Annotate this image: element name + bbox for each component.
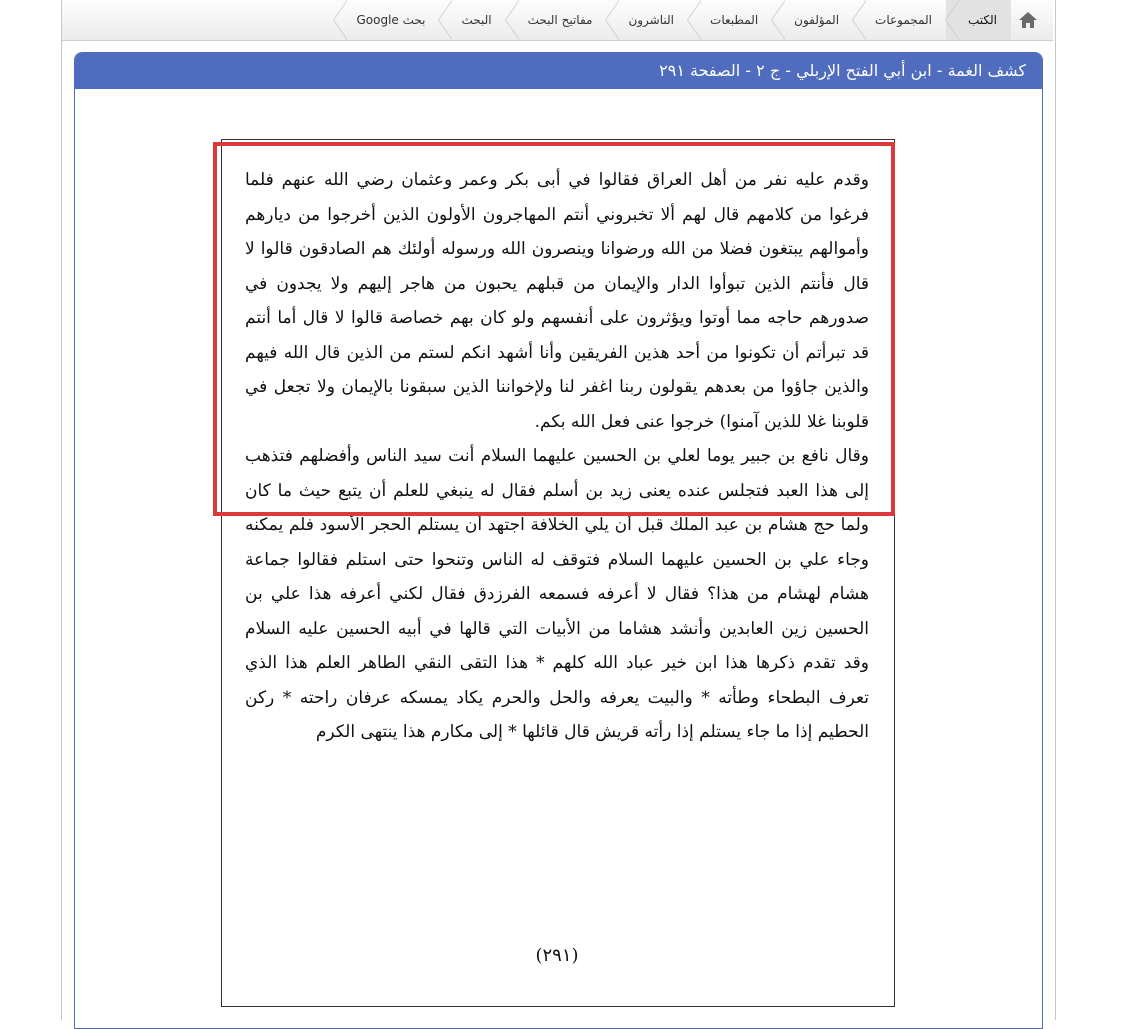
paragraph-2: وقال نافع بن جبير يوما لعلي بن الحسين عليهما السلام أنت سيد الناس وأفضلهم فتذهب إلى هذا العبد فتجلس عنده يعنى زيد بن أسلم فقال له ينبغي للعلم أن يتبع حيث ما كان ولما حج هشام بن عبد الملك قبل أن يلي الخلافة اجتهد أن يستلم الحجر الأسود فلم يمكنه وجاء علي بن الحسين عليهما السلام فتوقف له الناس وتنحوا حتى استلم فقالوا جماعة هشام لهشام من هذا؟ فقال لا أعرفه فسمعه الفرزدق فقال لكني أعرفه هذا علي بن الحسين زين العابدين وأنشد هشاما من الأبيات التي قالها في أبيه الحسين عليه السلام وقد تقدم ذكرها هذا ابن خير عباد الله كلهم * هذا التقى النقي الطاهر العلم هذا الذي تعرف البطحاء وطأته * والبيت يعرفه والحل والحرم يكاد يمسكه عرفان راحته * ركن الحطيم إذا ما جاء يستلم إذا رأته قريش قال قائلها * إلى مكارم هذا ينتهى الكرم (245, 446, 869, 742)
nav-item-collections[interactable]: المجموعات (853, 0, 946, 40)
paragraph-1: وقدم عليه نفر من أهل العراق فقالوا في أبى بكر وعمر وعثمان رضي الله عنهم فلما فرغوا من كلامهم قال لهم ألا تخبروني أنتم المهاجرون الأولون الذين أخرجوا من ديارهم وأموالهم يبتغون فضلا من الله ورضوانا وينصرون الله ورسوله أولئك هم الصادقون قالوا لا قال فأنتم الذين تبوأوا الدار والإيمان من قبلهم يحبون من هاجر إليهم ولا يجدون في صدورهم حاجه مما أوتوا ويؤثرون على أنفسهم ولو كان بهم خصاصة قالوا لا قال أما أنتم قد تبرأتم أن تكونوا من أحد هذين الفريقين وأنا أشهد انكم لستم من الذين قال الله فيهم والذين جاؤوا من بعدهم يقولون ربنا اغفر لنا ولإخواننا الذين سبقونا بالإيمان ولا تجعل في قلوبنا غلا للذين آمنوا) خرجوا عنى فعل الله بكم. (245, 170, 870, 432)
home-icon[interactable] (1017, 9, 1039, 31)
nav-item-search-keys[interactable]: مفاتيح البحث (506, 0, 607, 40)
top-navigation (62, 0, 1053, 41)
nav-item-publishers[interactable]: الناشرون (606, 0, 688, 40)
nav-item-authors[interactable]: المؤلفون (772, 0, 853, 40)
nav-menu (334, 0, 1011, 40)
page-body-text (245, 163, 869, 750)
nav-item-search[interactable]: البحث (439, 0, 505, 40)
page-number: (٢٩١) (535, 945, 579, 966)
nav-item-books[interactable]: الكتب (946, 0, 1011, 40)
nav-item-printers[interactable]: المطبعات (688, 0, 772, 40)
page-title: كشف الغمة - ابن أبي الفتح الإربلي - ج ٢ - الصفحة ٢٩١ (75, 53, 1042, 89)
nav-item-google-search[interactable]: بحث Google (334, 0, 439, 40)
